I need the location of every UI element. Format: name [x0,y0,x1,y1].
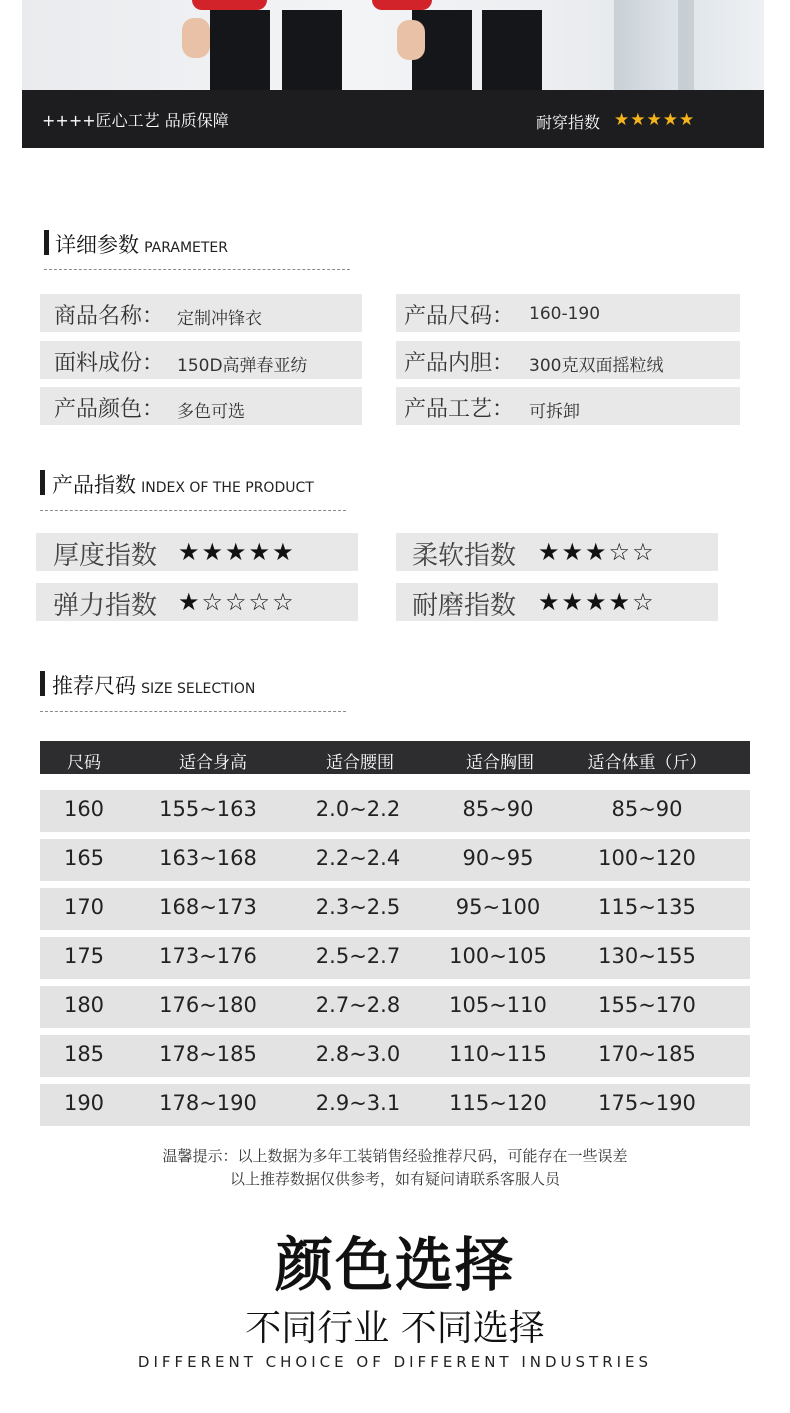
size-title: 推荐尺码 [52,674,136,698]
color-choice-english: DIFFERENT CHOICE OF DIFFERENT INDUSTRIES [137,1353,653,1371]
table-cell: 155~163 [159,797,257,821]
table-cell: 155~170 [598,993,696,1017]
parameter-title: 详细参数 [55,233,139,257]
table-cell: 176~180 [159,993,257,1017]
table-cell: 163~168 [159,846,257,870]
divider [40,711,346,712]
table-cell: 175 [63,944,105,968]
param-label: 产品尺码： [404,304,515,329]
elasticity-star-rating: ★☆☆☆☆ [178,588,296,616]
table-cell: 105~110 [449,993,547,1017]
section-marker [40,671,45,696]
param-value: 300克双面摇粒绒 [529,356,664,376]
table-cell: 173~176 [159,944,257,968]
table-cell: 2.0~2.2 [315,797,401,821]
section-marker [40,470,45,495]
parameter-subtitle: PARAMETER [144,240,229,256]
softness-star-rating: ★★★☆☆ [538,538,656,566]
star-icon: ★★★★★ [614,110,696,130]
divider [44,269,350,270]
table-cell: 100~105 [449,944,547,968]
table-cell: 178~190 [159,1091,257,1115]
color-choice-title: 颜色选择 [274,1231,515,1299]
divider [40,510,346,511]
size-subtitle: SIZE SELECTION [141,681,256,697]
column-header: 适合体重（斤） [587,753,707,773]
table-cell: 2.5~2.7 [315,944,401,968]
column-header: 适合胸围 [466,753,534,773]
table-cell: 100~120 [598,846,696,870]
parameter-heading [55,229,228,259]
section-marker [44,230,49,255]
size-tip-line: 温馨提示：以上数据为多年工装销售经验推荐尺码，可能存在一些误差 [162,1147,628,1165]
banner-slogan: ++++匠心工艺 品质保障 [42,111,229,130]
param-label: 产品颜色： [54,397,165,422]
table-cell: 85~90 [462,797,534,821]
param-value: 150D高弹春亚纺 [177,356,308,376]
index-label: 柔软指数 [412,541,517,571]
thickness-star-rating: ★★★★★ [178,538,296,566]
param-label: 产品内胆： [404,351,515,376]
index-label: 厚度指数 [53,541,158,571]
param-label: 商品名称： [54,304,165,329]
table-cell: 90~95 [462,846,534,870]
column-header: 尺码 [67,753,101,773]
column-header: 适合身高 [179,753,247,773]
param-value: 定制冲锋衣 [177,309,262,329]
size-heading [52,670,255,700]
table-cell: 115~120 [449,1091,547,1115]
durability-label: 耐穿指数 [536,113,601,132]
index-heading [52,469,314,499]
param-label: 面料成份： [54,351,165,376]
table-cell: 168~173 [159,895,257,919]
table-cell: 165 [63,846,105,870]
table-cell: 178~185 [159,1042,257,1066]
color-choice-subtitle: 不同行业 不同选择 [245,1308,545,1349]
table-cell: 110~115 [449,1042,547,1066]
table-cell: 2.8~3.0 [315,1042,401,1066]
table-cell: 2.7~2.8 [315,993,401,1017]
index-label: 耐磨指数 [412,591,517,621]
table-cell: 175~190 [598,1091,696,1115]
param-value: 可拆卸 [529,402,580,422]
index-label: 弹力指数 [53,591,158,621]
table-cell: 185 [63,1042,105,1066]
table-cell: 170 [63,895,105,919]
table-cell: 85~90 [611,797,683,821]
column-header: 适合腰围 [326,753,394,773]
index-title: 产品指数 [52,473,136,497]
table-cell: 115~135 [598,895,696,919]
table-cell: 170~185 [598,1042,696,1066]
table-cell: 160 [63,797,105,821]
product-photo [22,0,764,90]
table-cell: 190 [63,1091,105,1115]
table-cell: 2.9~3.1 [315,1091,401,1115]
table-cell: 2.3~2.5 [315,895,401,919]
param-label: 产品工艺： [404,397,515,422]
param-value: 多色可选 [177,402,245,422]
table-cell: 180 [63,993,105,1017]
table-cell: 130~155 [598,944,696,968]
table-cell: 95~100 [455,895,541,919]
size-tip-line: 以上推荐数据仅供参考，如有疑问请联系客服人员 [229,1170,560,1188]
durability-star-rating [614,110,695,130]
index-subtitle: INDEX OF THE PRODUCT [141,480,314,496]
param-value: 160-190 [529,304,601,324]
table-cell: 2.2~2.4 [315,846,401,870]
abrasion-star-rating: ★★★★☆ [538,588,656,616]
